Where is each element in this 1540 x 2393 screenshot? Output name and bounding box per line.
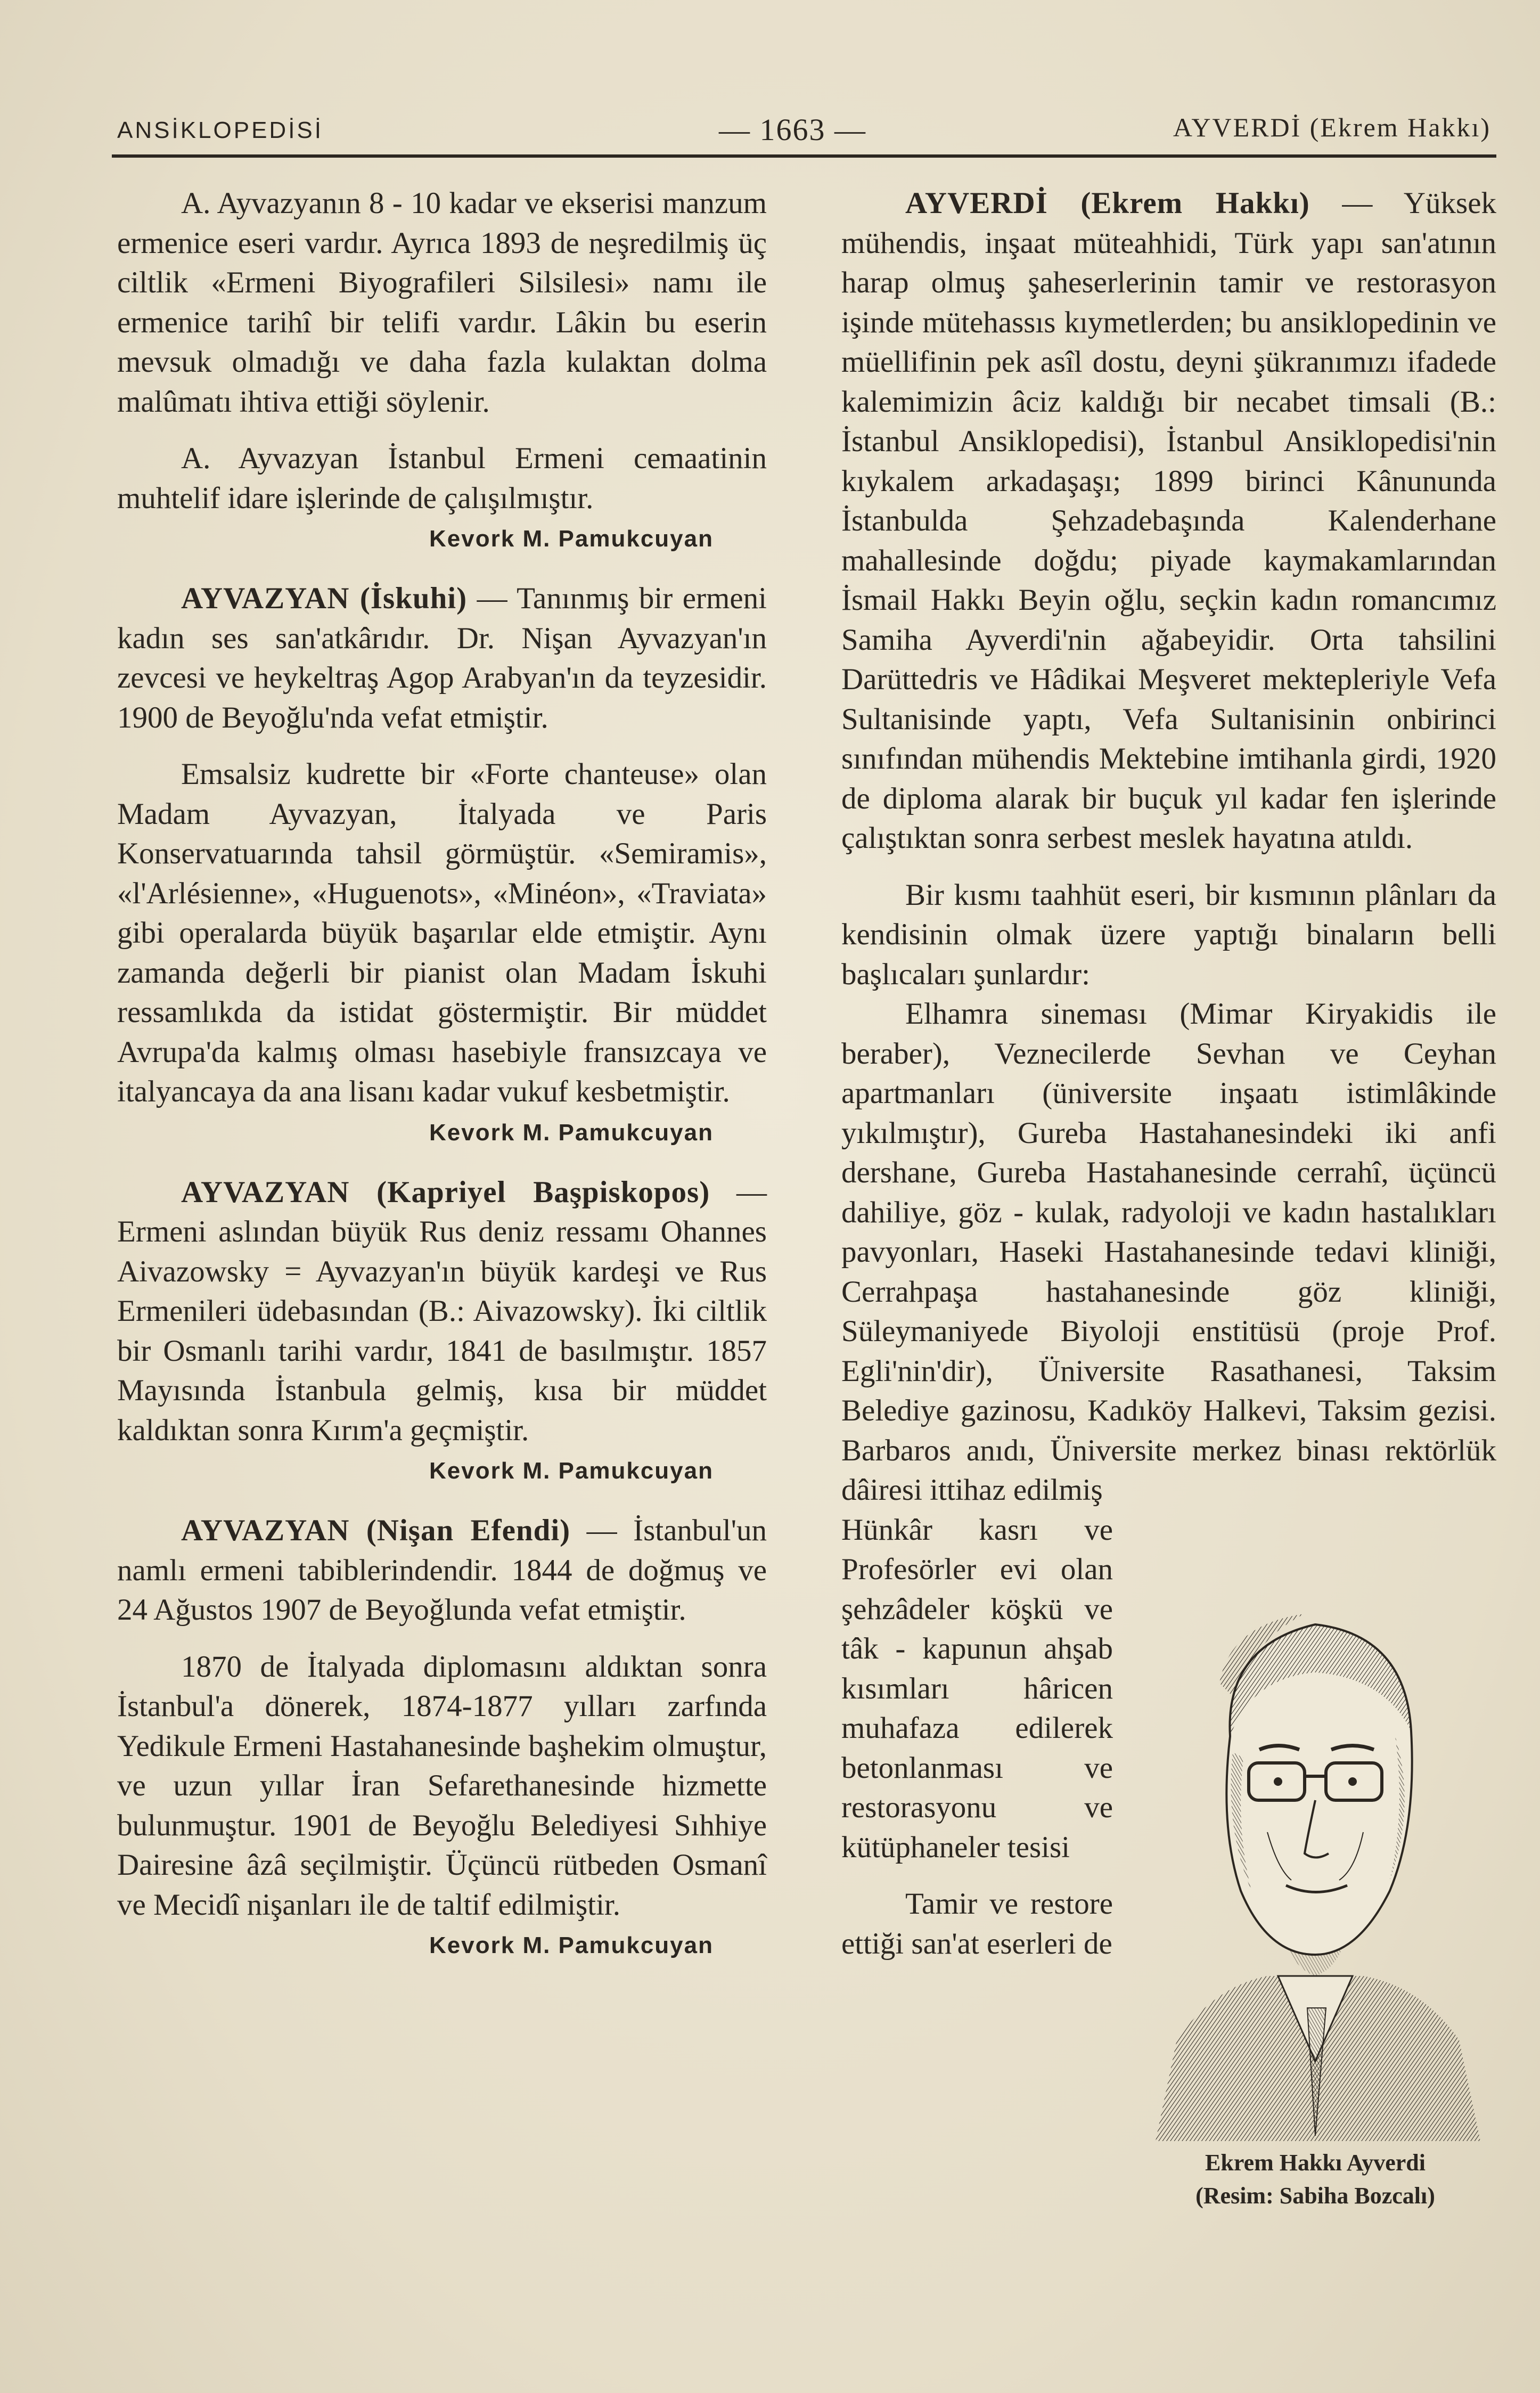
ayverdi-paragraph-2: Bir kısmı taahhüt eseri, bir kısmının plânları da kendisinin olmak üzere yaptığı binaların belli başlıcaları şunlardır: xyxy=(841,878,1496,991)
portrait-illustration xyxy=(1145,1603,1486,2141)
caption-credit: (Resim: Sabiha Bozcalı) xyxy=(1195,2183,1435,2209)
entry-text: — Ermeni aslından büyük Rus deniz ressamı Ohannes Aivazowsky = Ayvazyan'ın büyük kardeşi ve Rus Ermenileri üdebasından (B.: Aivazowsky). İki ciltlik bir Osmanlı tarihi vardır, 1841 de basılmıştır. 1857 Mayısında İstanbula gelmiş, kısa bir müddet kaldıktan sonra Kırım'a geçmiştir. xyxy=(117,1175,767,1447)
nisan-entry xyxy=(117,1511,767,1630)
ayvazyan-a-paragraph-2: A. Ayvazyan İstanbul Ermeni cemaatinin muhtelif idare işlerinde de çalışılmıştır. xyxy=(117,442,767,515)
entry-text: — İstanbul'un namlı ermeni tabiblerindendir. 1844 de doğmuş ve 24 Ağustos 1907 de Beyoğlunda vefat etmiştir. xyxy=(117,1514,767,1627)
header-left: ANSİKLOPEDİSİ xyxy=(117,117,324,143)
signature: Kevork M. Pamukcuyan xyxy=(429,1119,714,1146)
entry-heading: AYVERDİ (Ekrem Hakkı) xyxy=(905,186,1310,220)
ayverdi-paragraph-4: Tamir ve restore ettiği san'at eserleri de xyxy=(841,1887,1113,1961)
ayverdi-paragraph-3: Elhamra sineması (Mimar Kiryakidis ile beraber), Veznecilerde Sevhan ve Ceyhan apartmanları (üniversite inşaatı istimlâkinde yıkılmıştır), Gureba Hastahanesindeki iki anfi dershane, Gureba Hastahanesinde cerrahî, üçüncü dahiliye, göz - kulak, radyoloji ve kadın hastalıkları pavyonları, Haseki Hastahanesinde tedavi kliniği, Cerrahpaşa hastahanesinde göz kliniği, Süleymaniyede Biyoloji enstitüsü (proje Prof. Egli'nin'dir), Üniversite Rasathanesi, Taksim Belediye gazinosu, Kadıköy Halkevi, Taksim gezisi. Barbaros anıdı, Üniversite merkez binası rektörlük dâiresi ittihaz edilmiş xyxy=(841,997,1496,1507)
ayverdi-paragraph-3-narrow: Hünkâr kasrı ve Profesörler evi olan şehzâdeler köşkü ve tâk - kapunun ahşab kısımları hâricen muhafaza edilerek betonlanması ve restorasyonu ve kütüphaneler tesisi xyxy=(841,1513,1113,1864)
ayverdi-entry xyxy=(841,184,1496,859)
header-rule xyxy=(112,154,1496,158)
left-column xyxy=(117,184,767,1986)
entry-text: — Tanınmış bir ermeni kadın ses san'atkârıdır. Dr. Nişan Ayvazyan'ın zevcesi ve heykeltraş Agop Arabyan'ın da teyzesidir. 1900 de Beyoğlu'nda vefat etmiştir. xyxy=(117,582,767,734)
signature: Kevork M. Pamukcuyan xyxy=(429,526,714,552)
signature: Kevork M. Pamukcuyan xyxy=(429,1932,714,1958)
header-right: AYVERDİ (Ekrem Hakkı) xyxy=(1173,112,1491,142)
iskuhi-paragraph-2: Emsalsiz kudrette bir «Forte chanteuse» olan Madam Ayvazyan, İtalyada ve Paris Konservatuarında tahsil görmüştür. «Semiramis», «l'Arlésienne», «Huguenots», «Minéon», «Traviata» gibi operalarda büyük başarılar elde etmiştir. Aynı zamanda değerli bir pianist olan Madam İskuhi ressamlıkda da istidat göstermiştir. Bir müddet Avrupa'da kalmış olması hasebiyle fransızcaya ve italyancaya da ana lisanı kadar vukuf kesbetmiştir. xyxy=(117,757,767,1108)
nisan-paragraph-2: 1870 de İtalyada diplomasını aldıktan sonra İstanbul'a dönerek, 1874-1877 yılları zarfında Yedikule Ermeni Hastahanesinde başhekim olmuştur, ve uzun yıllar İran Sefarethanesinde hizmette bulunmuştur. 1901 de Beyoğlu Belediyesi Sıhhiye Dairesine âzâ seçilmiştir. Üçüncü rütbeden Osmanî ve Mecidî nişanları ile de taltif edilmiştir. xyxy=(117,1649,767,1922)
page-header xyxy=(117,112,1491,154)
entry-heading: AYVAZYAN (Nişan Efendi) xyxy=(181,1514,571,1547)
entry-text: — Yüksek mühendis, inşaat müteahhidi, Türk yapı san'atının harap olmuş şaheserlerinin tamir ve restorasyon işinde mütehassıs kıymetlerden; bu ansiklopedinin ve müellifinin pek asîl dostu, deyni şükranımızı ifadede kalemimizin âciz kaldığı bir necabet timsali (B.: İstanbul Ansiklopedisi), İstanbul Ansiklopedisi'nin kıykalem arkadaşaşı; 1899 birinci Kânununda İstanbulda Şehzadebaşında Kalenderhane mahallesinde doğdu; piyade kaymakamlarından İsmail Hakkı Beyin oğlu, seçkin kadın romancımız Samiha Ayverdi'nin ağabeyidir. Orta tahsilini Darüttedris ve Hâdikai Meşveret mektepleriyle Vefa Sultanisinde yaptı, Vefa Sultanisinin onbirinci sınıfından mühendis Mektebine imtihanla girdi, 1920 de diploma alarak bir buçuk yıl kadar fen işlerinde çalıştıktan sonra serbest meslek hayatına atıldı. xyxy=(841,186,1496,855)
signature: Kevork M. Pamukcuyan xyxy=(429,1458,714,1484)
page-number: — 1663 — xyxy=(719,112,866,147)
kapriyel-entry xyxy=(117,1173,767,1451)
entry-heading: AYVAZYAN (İskuhi) xyxy=(181,582,468,615)
caption-name: Ekrem Hakkı Ayverdi xyxy=(1205,2150,1426,2176)
iskuhi-entry xyxy=(117,579,767,738)
ayvazyan-a-paragraph-1: A. Ayvazyanın 8 - 10 kadar ve ekserisi manzum ermenice eseri vardır. Ayrıca 1893 de neşredilmiş üç ciltlik «Ermeni Biyografileri Silsilesi» namı ile ermenice tarihî bir telifi vardır. Lâkin bu eserin mevsuk olmadığı ve daha fazla kulaktan dolma malûmatı ihtiva ettiği söylenir. xyxy=(117,186,767,419)
portrait-caption xyxy=(1134,2146,1496,2212)
entry-heading: AYVAZYAN (Kapriyel Başpiskopos) xyxy=(181,1175,710,1209)
